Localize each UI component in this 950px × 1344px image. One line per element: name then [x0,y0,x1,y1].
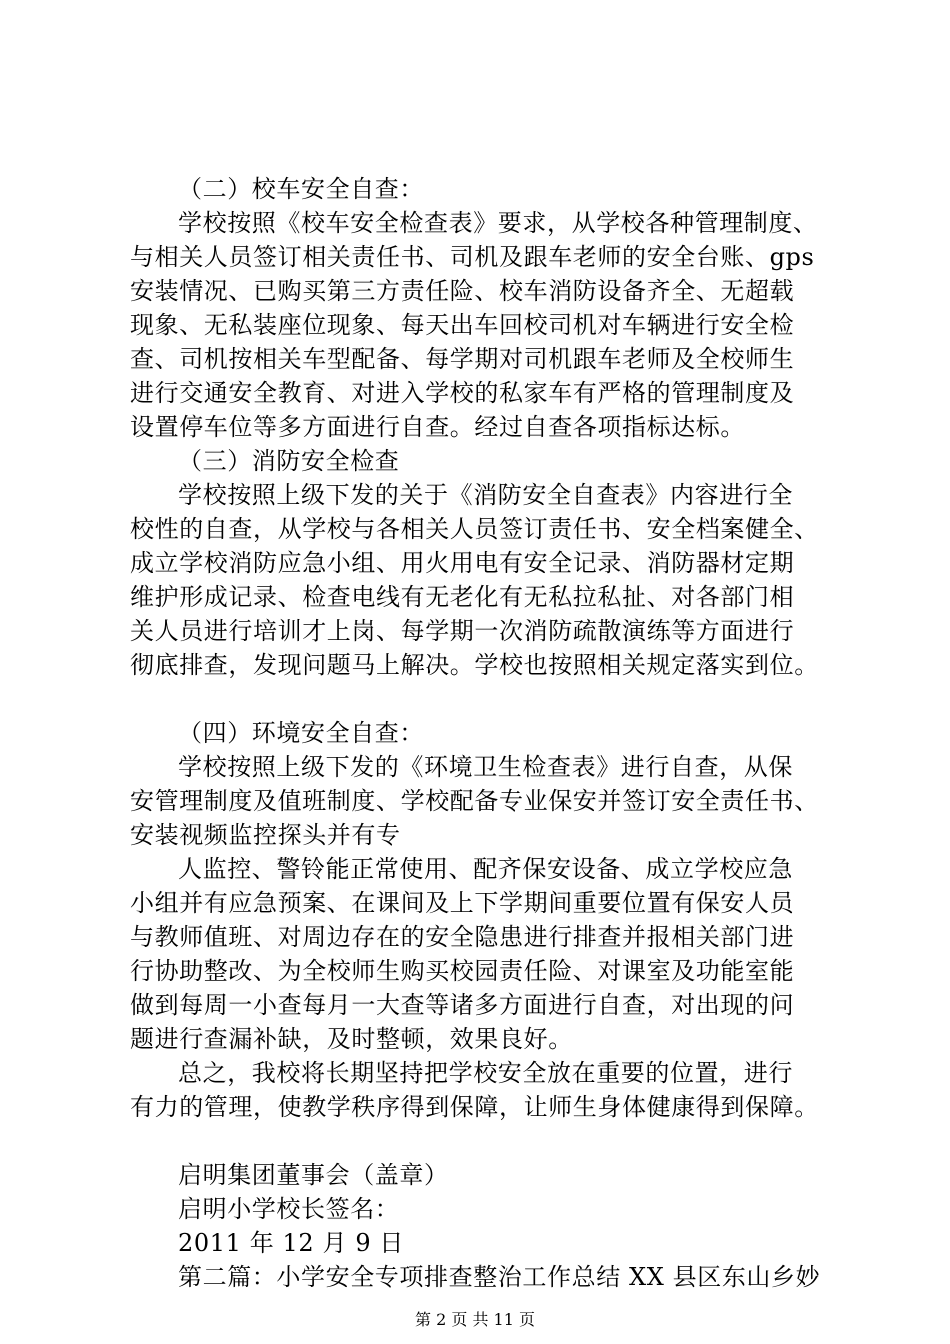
paragraph-line: 学校按照上级下发的关于《消防安全自查表》内容进行全 [178,481,793,509]
paragraph-line: 查、司机按相关车型配备、每学期对司机跟车老师及全校师生 [130,345,795,373]
paragraph-line: 彻底排查，发现问题马上解决。学校也按照相关规定落实到位。 [130,651,819,679]
paragraph-line: 题进行查漏补缺，及时整顿，效果良好。 [130,1025,573,1053]
next-article-title: 第二篇：小学安全专项排查整治工作总结 XX 县区东山乡妙 [178,1263,821,1291]
paragraph-line: 安装情况、已购买第三方责任险、校车消防设备齐全、无超载 [130,277,795,305]
paragraph-line: 关人员进行培训才上岗、每学期一次消防疏散演练等方面进行 [130,617,795,645]
paragraph-line: 维护形成记录、检查电线有无老化有无私拉私扯、对各部门相 [130,583,795,611]
conclusion-line: 有力的管理，使教学秩序得到保障，让师生身体健康得到保障。 [130,1093,819,1121]
signature-date: 2011 年 12 月 9 日 [178,1229,405,1257]
paragraph-line: 校性的自查，从学校与各相关人员签订责任书、安全档案健全、 [130,515,819,543]
signature-principal: 启明小学校长签名： [178,1195,400,1223]
conclusion-line: 总之，我校将长期坚持把学校安全放在重要的位置，进行 [178,1059,793,1087]
signature-board: 启明集团董事会（盖章） [178,1161,449,1189]
section-heading-fire-safety: （三）消防安全检查 [178,447,400,475]
paragraph-line: 成立学校消防应急小组、用火用电有安全记录、消防器材定期 [130,549,795,577]
paragraph-line: 行协助整改、为全校师生购买校园责任险、对课室及功能室能 [130,957,795,985]
paragraph-line: 做到每周一小查每月一大查等诸多方面进行自查，对出现的问 [130,991,795,1019]
paragraph-line: 现象、无私装座位现象、每天出车回校司机对车辆进行安全检 [130,311,795,339]
page-footer: 第 2 页 共 11 页 [415,1310,535,1329]
section-heading-school-bus: （二）校车安全自查： [178,175,424,203]
paragraph-line: 学校按照《校车安全检查表》要求，从学校各种管理制度、 [178,209,818,237]
paragraph-line: 安装视频监控探头并有专 [130,821,401,849]
paragraph-line: 人监控、警铃能正常使用、配齐保安设备、成立学校应急 [178,855,793,883]
paragraph-line: 小组并有应急预案、在课间及上下学期间重要位置有保安人员 [130,889,795,917]
paragraph-line: 进行交通安全教育、对进入学校的私家车有严格的管理制度及 [130,379,795,407]
paragraph-line: 学校按照上级下发的《环境卫生检查表》进行自查，从保 [178,753,793,781]
paragraph-line: 与教师值班、对周边存在的安全隐患进行排查并报相关部门进 [130,923,795,951]
paragraph-line: 设置停车位等多方面进行自查。经过自查各项指标达标。 [130,413,745,441]
paragraph-line: 安管理制度及值班制度、学校配备专业保安并签订安全责任书、 [130,787,819,815]
section-heading-environment: （四）环境安全自查： [178,719,424,747]
paragraph-line: 与相关人员签订相关责任书、司机及跟车老师的安全台账、gps [130,243,815,271]
